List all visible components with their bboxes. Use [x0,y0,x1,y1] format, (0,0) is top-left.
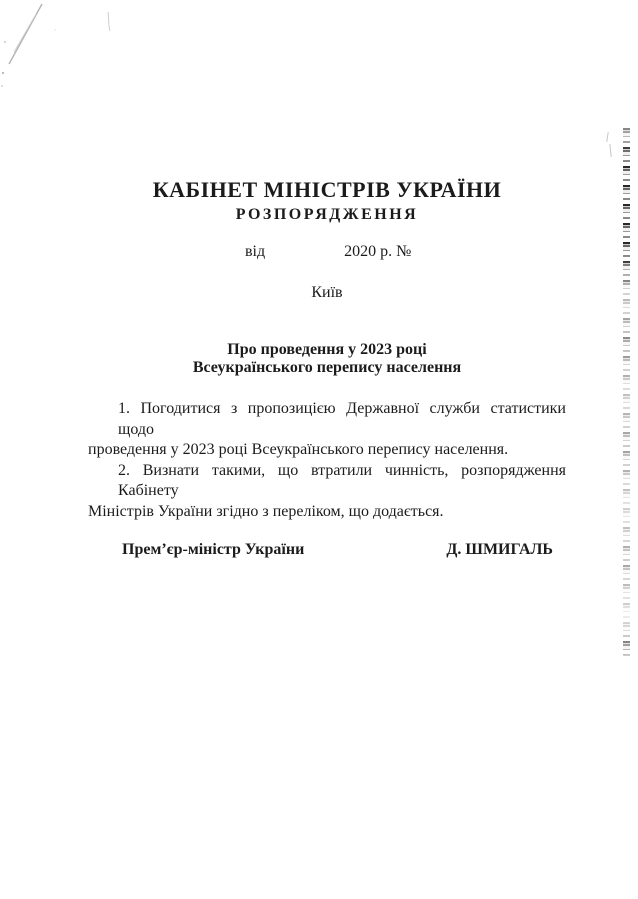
body-text [88,399,566,522]
document-title-line-1: Про проведення у 2023 році [227,341,427,358]
paragraph-2-line-2: Міністрів України згідно з переліком, що додається. [88,502,444,520]
scan-edge-artifact-strip [623,128,630,657]
paragraph-1-line-1: 1. Погодитися з пропозицією Державної служби статистики щодо [118,400,566,438]
signature-row [88,541,566,559]
paragraph-1 [88,399,566,461]
document-type-heading: РОЗПОРЯДЖЕННЯ [235,206,419,223]
city-label: Київ [311,284,343,301]
document-title [88,341,566,377]
date-line [88,243,566,261]
document-title-line-2: Всеукраїнського перепису населення [192,359,462,376]
signature-name: Д. ШМИГАЛЬ [446,541,553,558]
scan-scratch-marks [0,0,140,110]
date-prefix: від [245,243,266,260]
date-value: 2020 р. № [344,243,412,260]
paragraph-1-line-2: проведення у 2023 році Всеукраїнського перепису населення. [88,441,509,458]
signature-position: Прем’єр-міністр України [122,541,305,558]
paragraph-2-line-1: 2. Визнати такими, що втратили чинність, розпорядження Кабінету [118,461,566,499]
scan-pencil-mark [605,131,615,161]
org-name-heading: КАБІНЕТ МІНІСТРІВ УКРАЇНИ [152,176,502,202]
paragraph-2 [88,461,566,523]
